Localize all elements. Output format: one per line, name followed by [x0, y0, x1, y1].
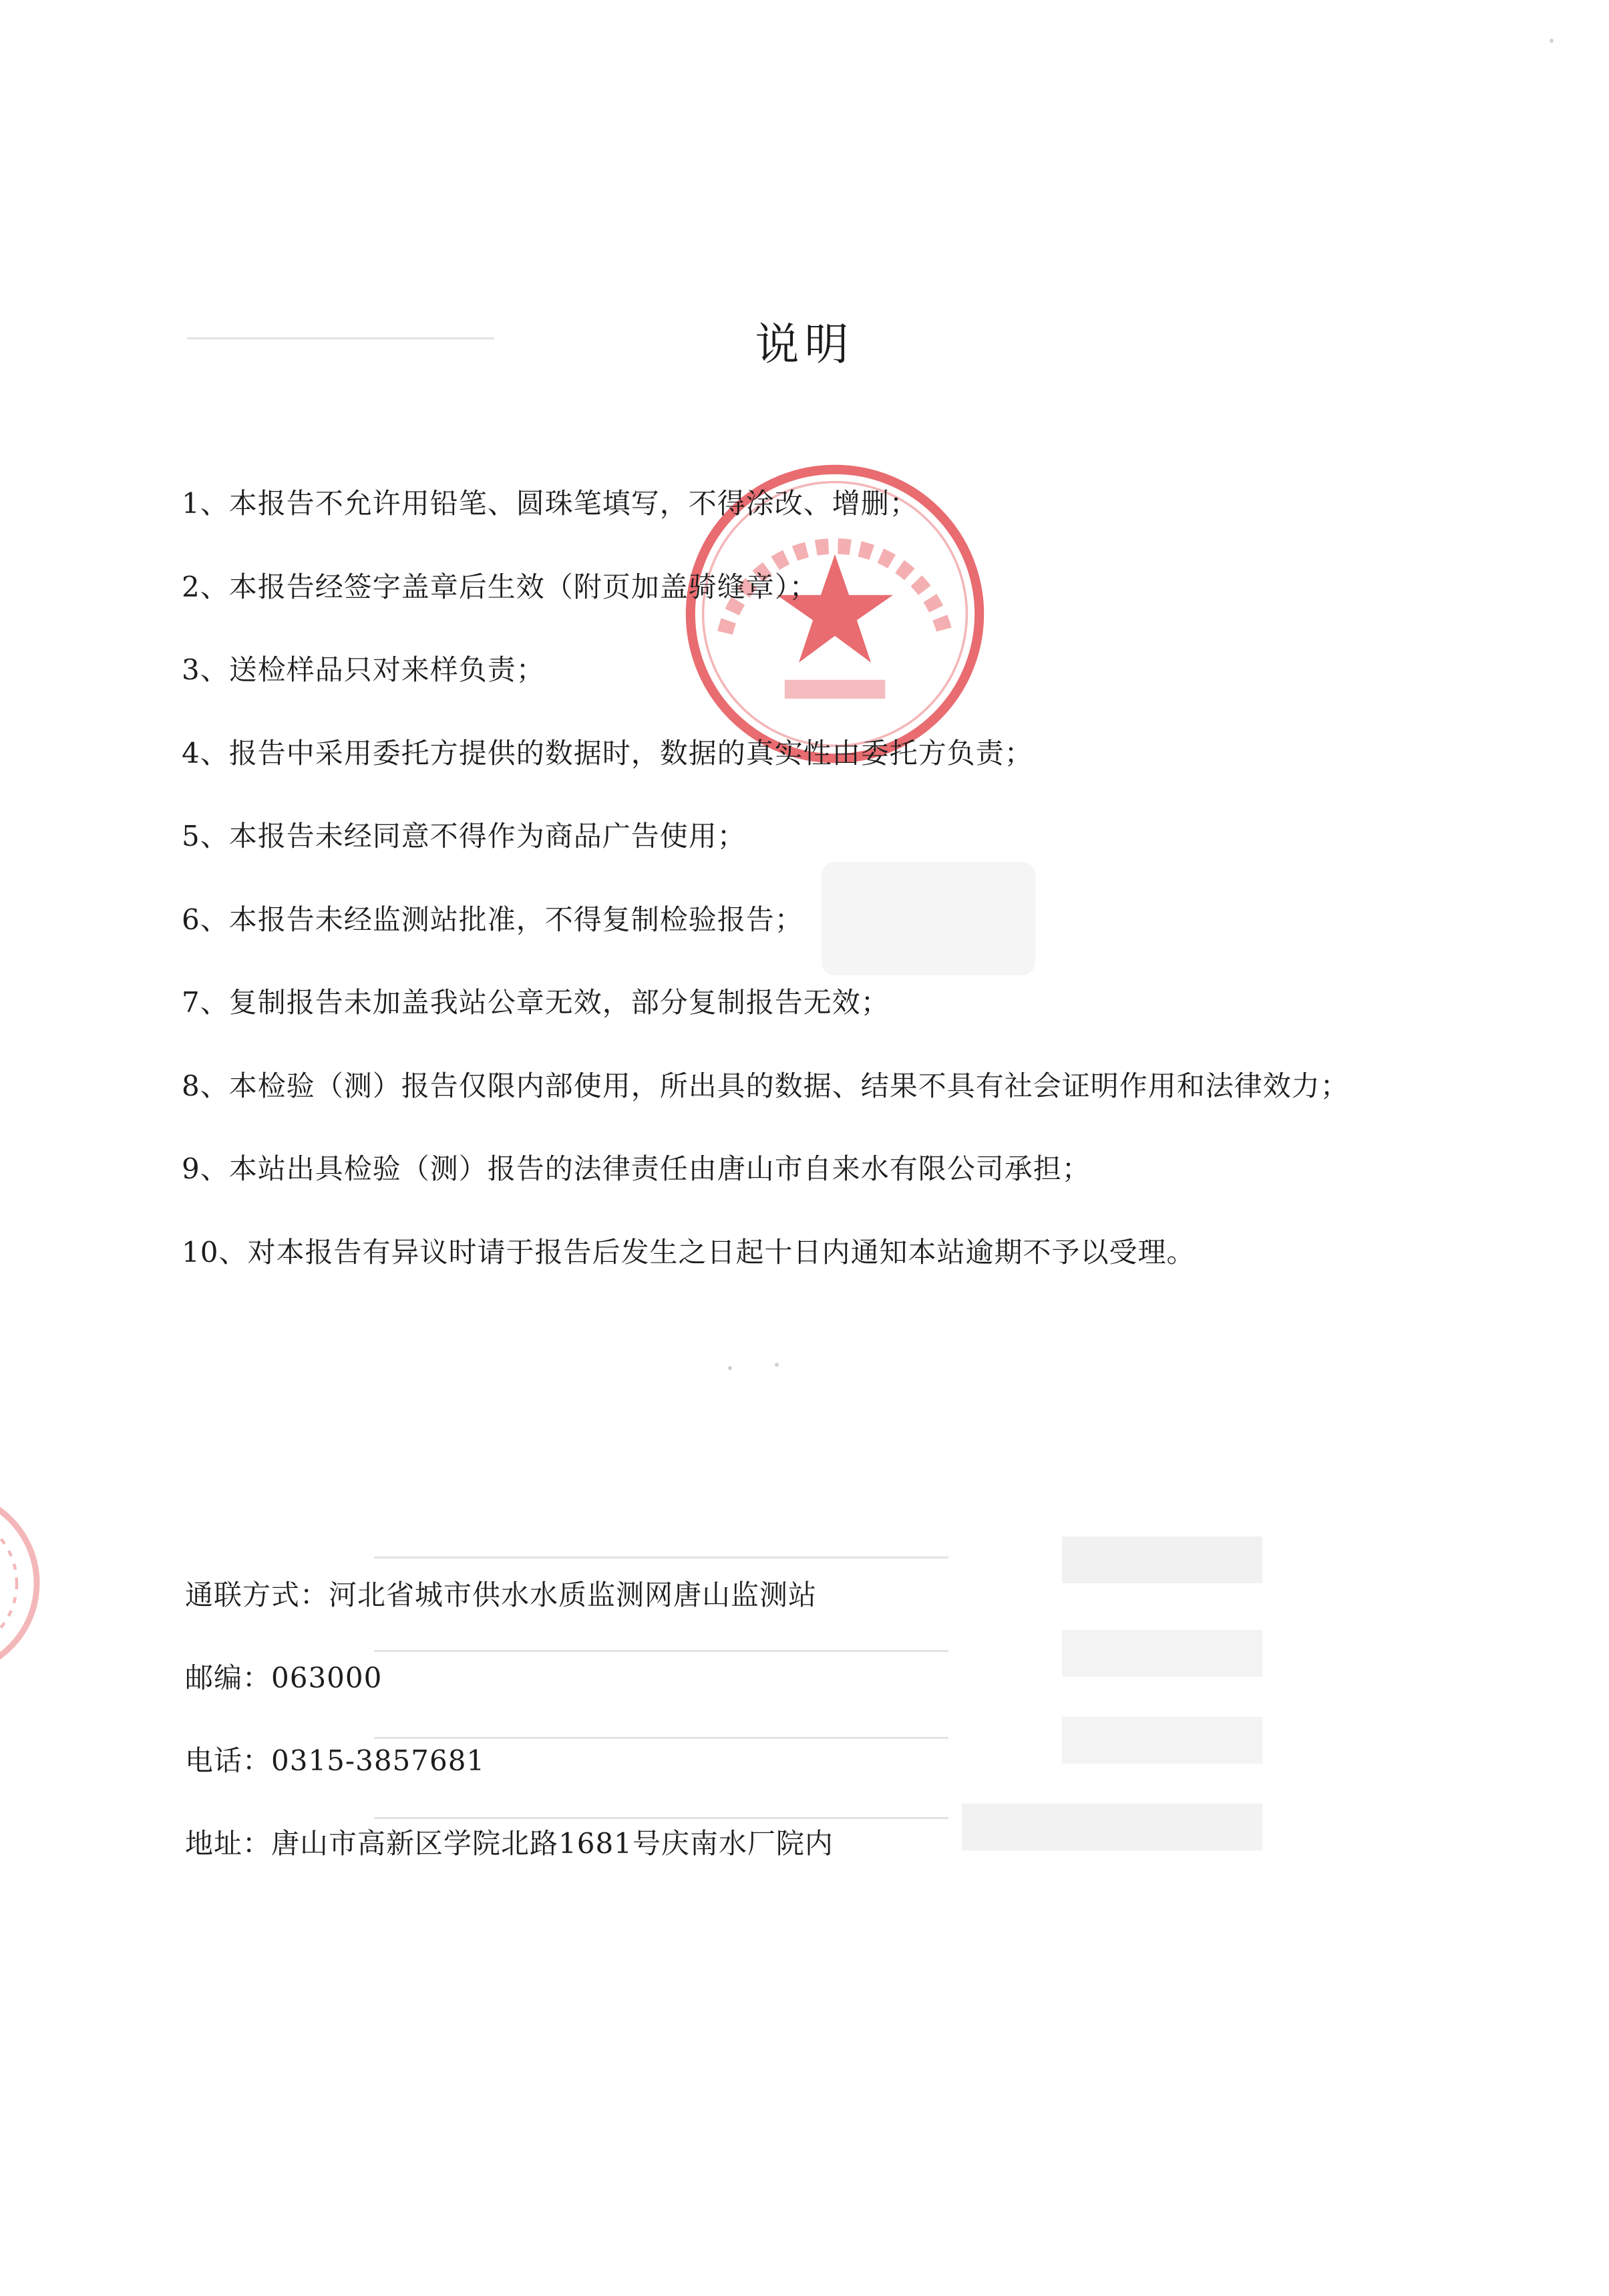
note-item: 1、本报告不允许用铅笔、圆珠笔填写，不得涂改、增删；	[182, 487, 918, 520]
contact-org-value: 河北省城市供水水质监测网唐山监测站	[329, 1579, 818, 1611]
note-item: 8、本检验（测）报告仅限内部使用，所出具的数据、结果不具有社会证明作用和法律效力；	[182, 1069, 1349, 1102]
contact-phone-label: 电话：	[185, 1744, 272, 1777]
contact-phone-value: 0315-3857681	[271, 1744, 486, 1777]
contact-zip-row	[185, 1658, 1320, 1741]
note-item: 5、本报告未经同意不得作为商品广告使用；	[182, 820, 746, 852]
note-item: 6、本报告未经监测站批准，不得复制检验报告；	[182, 903, 803, 936]
contact-zip-value: 063000	[271, 1661, 383, 1694]
contact-address-row	[185, 1824, 1320, 1907]
notes-list	[182, 484, 1504, 1315]
note-item: 10、对本报告有异议时请于报告后发生之日起十日内通知本站逾期不予以受理。	[182, 1235, 1196, 1269]
note-item: 7、复制报告未加盖我站公章无效，部分复制报告无效；	[182, 986, 890, 1019]
note-item: 2、本报告经签字盖章后生效（附页加盖骑缝章）；	[182, 570, 818, 603]
contact-address-label: 地址：	[185, 1827, 272, 1860]
note-item: 9、本站出具检验（测）报告的法律责任由唐山市自来水有限公司承担；	[182, 1152, 1091, 1185]
page-title: 说明	[755, 319, 854, 370]
bleed-through-line	[374, 1556, 948, 1559]
note-item: 3、送检样品只对来样负责；	[182, 653, 545, 686]
contact-address-value: 唐山市高新区学院北路1681号庆南水厂院内	[271, 1827, 834, 1860]
contact-phone-row	[185, 1741, 1320, 1824]
note-item: 4、报告中采用委托方提供的数据时，数据的真实性由委托方负责；	[182, 736, 1033, 770]
contact-org-label: 通联方式：	[185, 1579, 329, 1611]
scan-speck	[775, 1363, 779, 1367]
scan-speck	[728, 1366, 732, 1370]
scan-speck	[1550, 39, 1554, 43]
contact-info	[185, 1575, 1320, 1907]
contact-org-row	[185, 1575, 1320, 1658]
partial-seal	[0, 1483, 47, 1683]
contact-zip-label: 邮编：	[185, 1661, 272, 1694]
